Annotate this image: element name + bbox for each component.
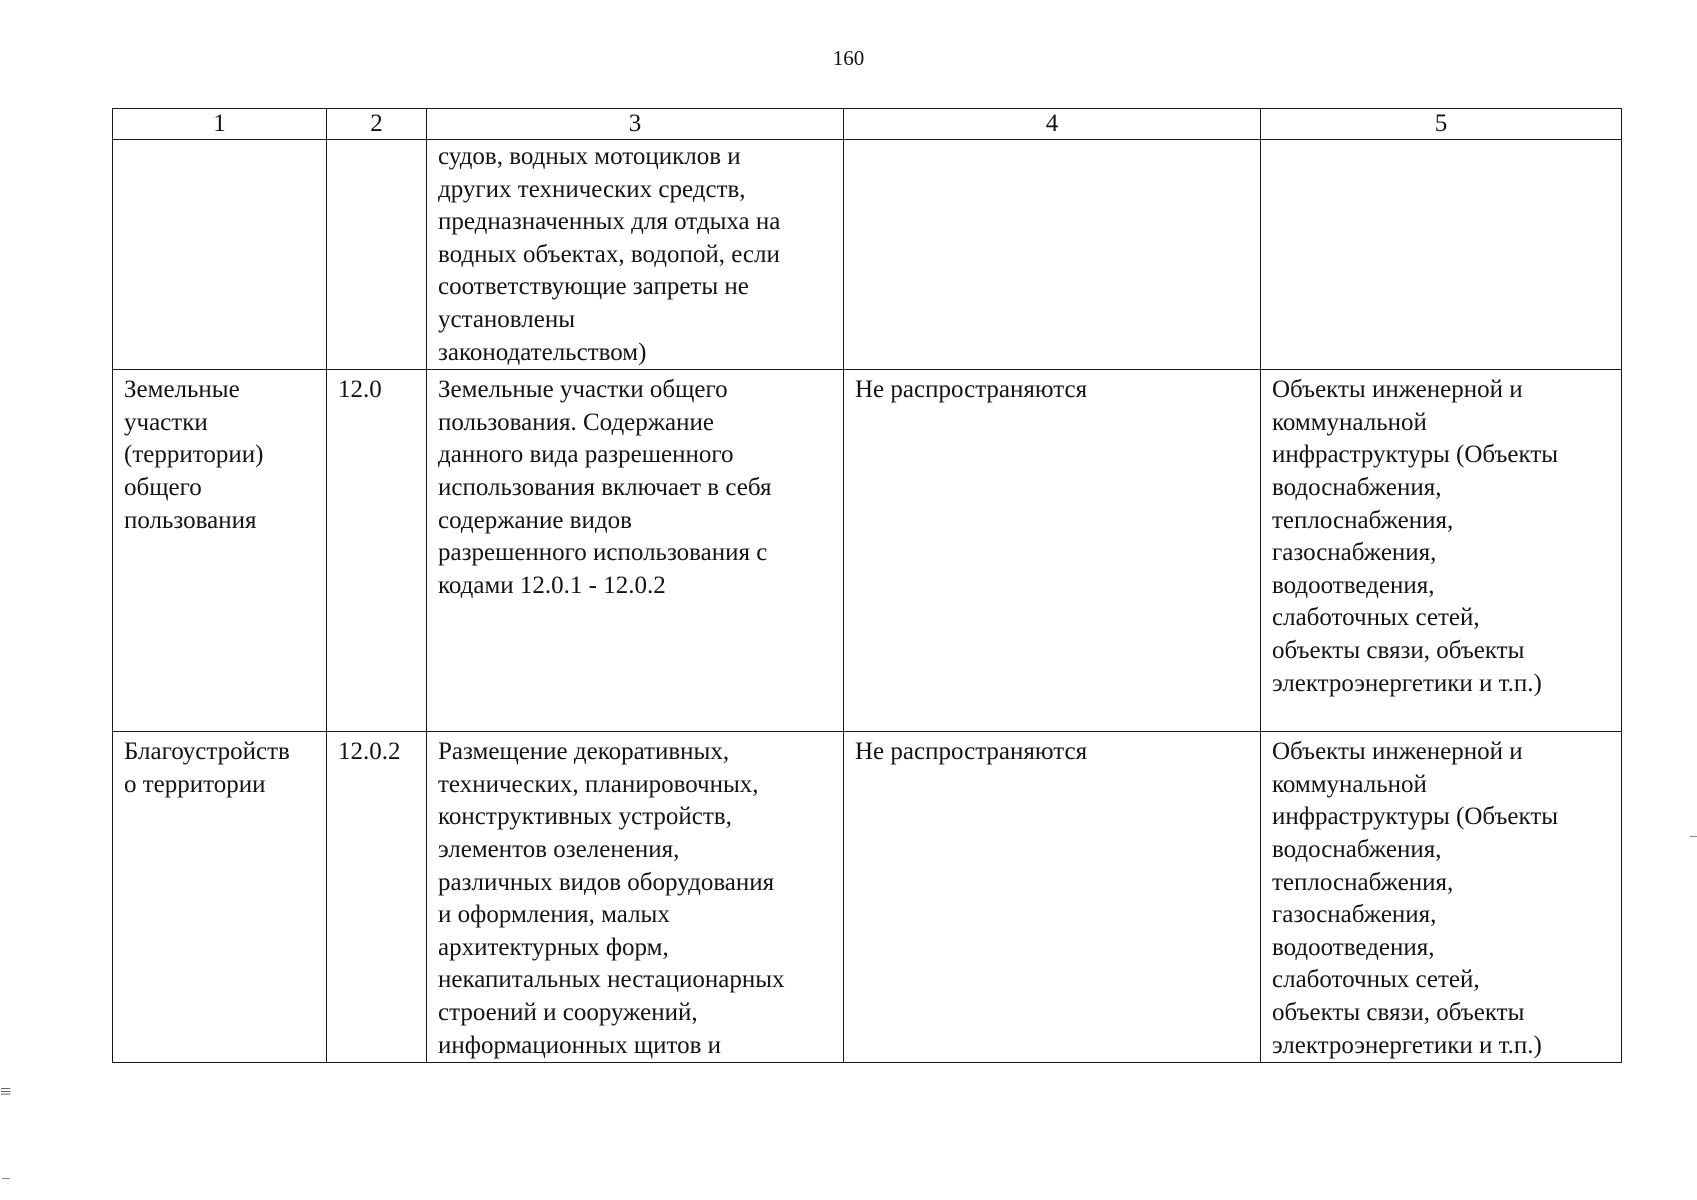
scan-margin-mark: ≡: [0, 1081, 12, 1103]
table-header-row: [113, 109, 1622, 140]
cell-name: Земельные участки (территории) общего пользования: [113, 370, 327, 732]
cell-description: судов, водных мотоциклов и других технических средств, предназначенных для отдыха на водных объектах, водопой, если соответствующие запреты не установлены законодательством): [427, 140, 844, 370]
cell-col5: Объекты инженерной и коммунальной инфраструктуры (Объекты водоснабжения, теплоснабжения, газоснабжения, водоотведения, слаботочных сетей, объекты связи, объекты электроэнергетики и т.п.): [1261, 732, 1622, 1063]
cell-name: Благоустройств о территории: [113, 732, 327, 1063]
cell-code: [327, 140, 427, 370]
cell-col5: [1261, 140, 1622, 370]
cell-code: 12.0.2: [327, 732, 427, 1063]
cell-description: Размещение декоративных, технических, планировочных, конструктивных устройств, элементов озеленения, различных видов оборудования и оформления, малых архитектурных форм, некапитальных нестационарных строений и сооружений, информационных щитов и: [427, 732, 844, 1063]
cell-col4: [844, 140, 1261, 370]
cell-col4: Не распространяются: [844, 370, 1261, 732]
header-cell-3: 3: [427, 109, 844, 140]
cell-description: Земельные участки общего пользования. Содержание данного вида разрешенного использования включает в себя содержание видов разрешенного использования с кодами 12.0.1 - 12.0.2: [427, 370, 844, 732]
header-cell-2: 2: [327, 109, 427, 140]
scan-margin-tick: [2, 1178, 10, 1179]
table-row: [113, 370, 1622, 732]
cell-col5: Объекты инженерной и коммунальной инфраструктуры (Объекты водоснабжения, теплоснабжения, газоснабжения, водоотведения, слаботочных сетей, объекты связи, объекты электроэнергетики и т.п.): [1261, 370, 1622, 732]
header-cell-5: 5: [1261, 109, 1622, 140]
header-cell-1: 1: [113, 109, 327, 140]
table-row: [113, 140, 1622, 370]
header-cell-4: 4: [844, 109, 1261, 140]
land-use-table: [112, 108, 1622, 1063]
cell-name: [113, 140, 327, 370]
page-number: 160: [832, 46, 865, 70]
cell-code: 12.0: [327, 370, 427, 732]
cell-col4: Не распространяются: [844, 732, 1261, 1063]
scan-edge-tick: [1690, 836, 1697, 837]
table-row: [113, 732, 1622, 1063]
